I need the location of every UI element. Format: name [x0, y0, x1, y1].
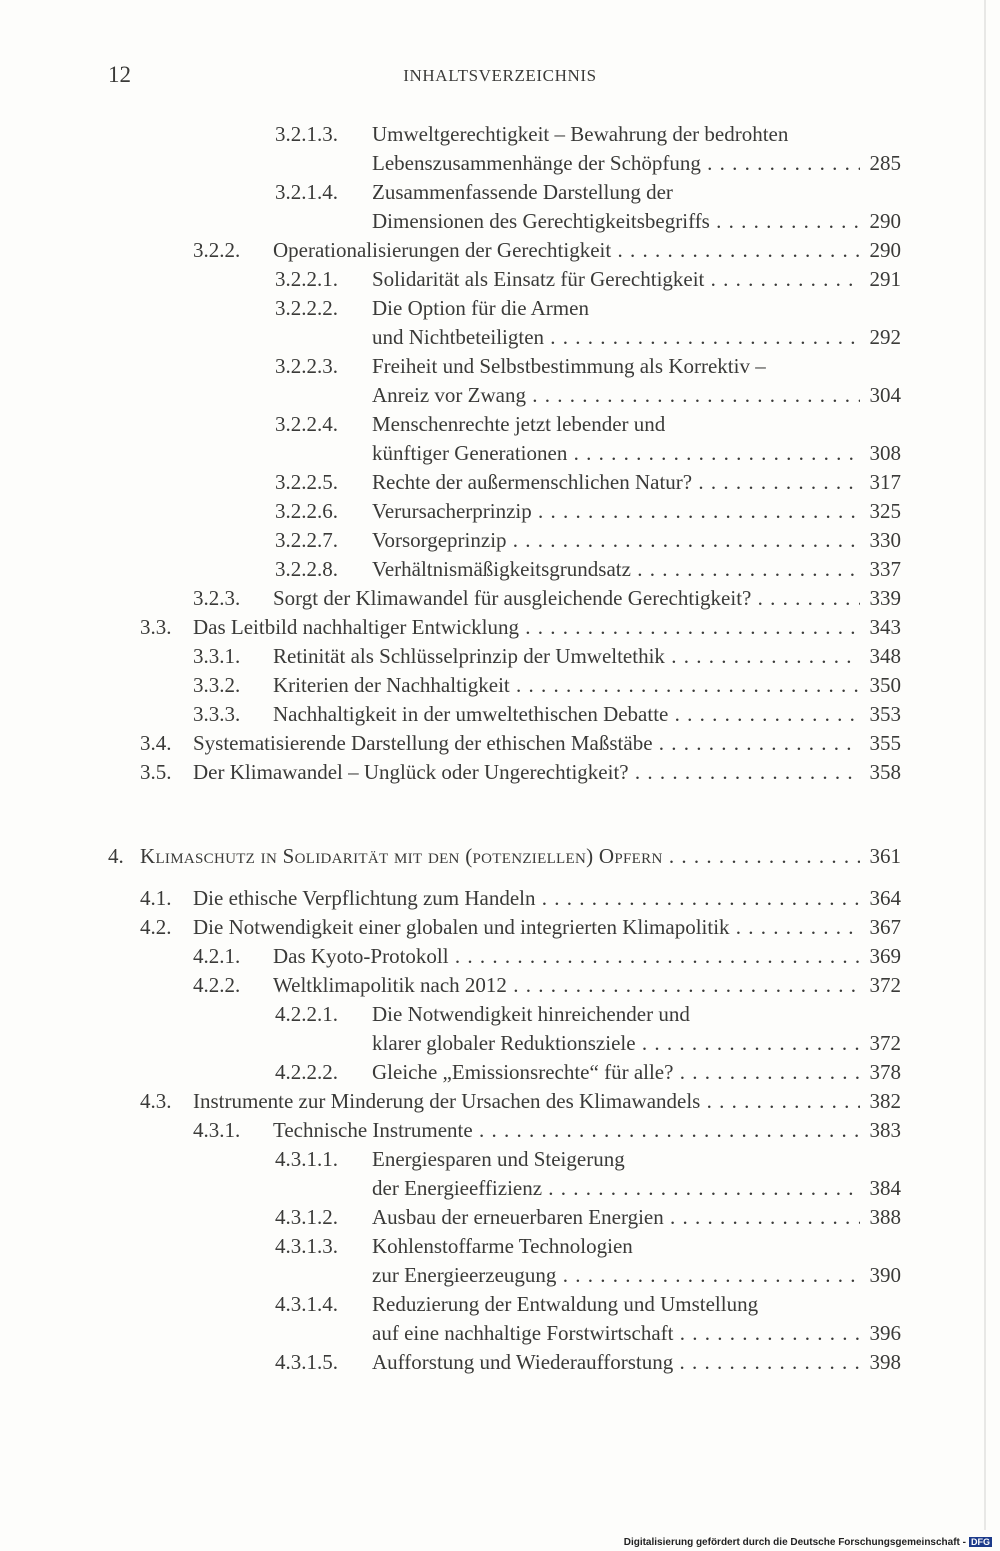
digitization-footer [624, 1537, 992, 1548]
toc-page-number: 364 [864, 884, 902, 913]
toc-page-number: 292 [864, 323, 902, 352]
toc-entry-title: Operationalisierungen der Gerechtigkeit . . . [273, 236, 860, 265]
toc-entry-title: Das Kyoto-Protokoll . . . [273, 942, 860, 971]
toc-entry [0, 971, 1000, 1000]
toc-entry-number: 4. [108, 844, 124, 868]
toc-entry-title: Freiheit und Selbstbestimmung als Korrektiv – [372, 354, 766, 378]
toc-entry-number: 3.2.2.7. [275, 528, 338, 552]
toc-page-number: 317 [864, 468, 902, 497]
toc-chapter [0, 842, 1000, 871]
toc-entry-number: 3.2.2.5. [275, 470, 338, 494]
toc-entry-number: 4.2.2. [193, 973, 241, 997]
toc-entry [0, 1116, 1000, 1145]
toc-entry-title-continued: Dimensionen des Gerechtigkeitsbegriffs . . . [372, 207, 860, 236]
toc-entry [0, 884, 1000, 913]
toc-entry-title: Vorsorgeprinzip . . . [372, 526, 860, 555]
toc-entry [0, 352, 1000, 410]
toc-entry [0, 468, 1000, 497]
toc-entry-title: Solidarität als Einsatz für Gerechtigkeit . . . [372, 265, 860, 294]
toc-entry-title: Aufforstung und Wiederaufforstung . . . [372, 1348, 860, 1377]
dfg-logo: DFG [971, 1537, 990, 1547]
toc-entry-title: Gleiche „Emissionsrechte“ für alle? . . . [372, 1058, 860, 1087]
toc-page-number: 348 [864, 642, 902, 671]
toc-entry-title: Das Leitbild nachhaltiger Entwicklung . . . [193, 613, 860, 642]
toc-entry [0, 1290, 1000, 1348]
toc-entry-title: Sorgt der Klimawandel für ausgleichende Gerechtigkeit? . . . [273, 584, 860, 613]
toc-entry-number: 4.1. [140, 886, 172, 910]
toc-entry-title-continued: der Energieeffizienz . . . [372, 1174, 860, 1203]
toc-page-number: 367 [864, 913, 902, 942]
toc-entry [0, 913, 1000, 942]
toc-entry-number: 4.3.1. [193, 1118, 241, 1142]
toc-entry-number: 3.5. [140, 760, 172, 784]
toc-entry [0, 671, 1000, 700]
toc-page-number: 382 [864, 1087, 902, 1116]
toc-entry-number: 4.2.2.2. [275, 1060, 338, 1084]
toc-page-number: 372 [864, 1029, 902, 1058]
toc-entry-title: Systematisierende Darstellung der ethischen Maßstäbe . . . [193, 729, 860, 758]
toc-entry-number: 3.2.1.3. [275, 122, 338, 146]
toc-entry-number: 4.3.1.5. [275, 1350, 338, 1374]
toc-entry [0, 584, 1000, 613]
toc-page-number: 304 [864, 381, 902, 410]
toc-entry-title: Retinität als Schlüsselprinzip der Umweltethik . . . [273, 642, 860, 671]
toc-entry [0, 1348, 1000, 1377]
toc-entry [0, 410, 1000, 468]
toc-page-number: 308 [864, 439, 902, 468]
toc-entry-number: 4.3.1.1. [275, 1147, 338, 1171]
toc-entry-number: 4.3.1.3. [275, 1234, 338, 1258]
toc-page-number: 337 [864, 555, 902, 584]
running-header: INHALTSVERZEICHNIS [403, 66, 597, 85]
toc-entry-number: 3.2.2. [193, 238, 241, 262]
footer-text: Digitalisierung gefördert durch die Deutsche Forschungsgemeinschaft - [623, 1537, 966, 1548]
toc-entry-number: 3.2.2.4. [275, 412, 338, 436]
toc-page-number: 398 [864, 1348, 902, 1377]
toc-entry-number: 4.2.1. [193, 944, 241, 968]
toc-entry-title: Instrumente zur Minderung der Ursachen des Klimawandels . . . [193, 1087, 860, 1116]
toc-page-number: 361 [864, 842, 902, 871]
toc-entry-number: 3.2.2.8. [275, 557, 338, 581]
toc-entry-number: 3.2.2.6. [275, 499, 338, 523]
toc-page-number: 388 [864, 1203, 902, 1232]
toc-entry-title: Zusammenfassende Darstellung der [372, 180, 673, 204]
toc-entry-title: Technische Instrumente . . . [273, 1116, 860, 1145]
toc-page-number: 290 [864, 207, 902, 236]
toc-entry-title: Die Option für die Armen [372, 296, 589, 320]
toc-entry [0, 236, 1000, 265]
toc-entry-title-continued: auf eine nachhaltige Forstwirtschaft . . . [372, 1319, 860, 1348]
toc-page-number: 372 [864, 971, 902, 1000]
toc-entry [0, 613, 1000, 642]
toc-entry [0, 265, 1000, 294]
toc-entry [0, 758, 1000, 787]
toc-entry [0, 942, 1000, 971]
toc-entry-number: 4.2. [140, 915, 172, 939]
toc-page-number: 358 [864, 758, 902, 787]
toc-entry [0, 178, 1000, 236]
toc-entry-title: Rechte der außermenschlichen Natur? . . . [372, 468, 860, 497]
toc-page-number: 353 [864, 700, 902, 729]
toc-page-number: 369 [864, 942, 902, 971]
toc-page-number: 325 [864, 497, 902, 526]
toc-entry-title: Der Klimawandel – Unglück oder Ungerechtigkeit? . . . [193, 758, 860, 787]
toc-entry-number: 3.3. [140, 615, 172, 639]
toc-entry-title: Klimaschutz in Solidarität mit den (potenziellen) Opfern . . . [140, 842, 860, 871]
toc-page-number: 396 [864, 1319, 902, 1348]
toc-entry-title: Menschenrechte jetzt lebender und [372, 412, 666, 436]
toc-entry-title-continued: künftiger Generationen . . . [372, 439, 860, 468]
toc-entry-title: Energiesparen und Steigerung [372, 1147, 625, 1171]
toc-entry-number: 3.2.2.3. [275, 354, 338, 378]
toc-entry-number: 3.3.2. [193, 673, 241, 697]
toc-entry-number: 4.3.1.4. [275, 1292, 338, 1316]
toc-entry-title: Verhältnismäßigkeitsgrundsatz . . . [372, 555, 860, 584]
toc-page-number: 383 [864, 1116, 902, 1145]
toc-entry [0, 526, 1000, 555]
toc-entry-title-continued: Lebenszusammenhänge der Schöpfung . . . [372, 149, 860, 178]
toc-page-number: 355 [864, 729, 902, 758]
toc-page-number: 378 [864, 1058, 902, 1087]
toc-entry [0, 1058, 1000, 1087]
page-number: 12 [108, 62, 131, 87]
toc-entry-number: 3.3.1. [193, 644, 241, 668]
toc-page-number: 390 [864, 1261, 902, 1290]
toc-entry-title-continued: zur Energieerzeugung . . . [372, 1261, 860, 1290]
toc-entry-title: Die Notwendigkeit einer globalen und integrierten Klimapolitik . . . [193, 913, 860, 942]
toc-entry-title-continued: Anreiz vor Zwang . . . [372, 381, 860, 410]
toc-entry-title: Kohlenstoffarme Technologien [372, 1234, 633, 1258]
toc-entry-number: 3.2.3. [193, 586, 241, 610]
toc-entry-number: 3.2.2.1. [275, 267, 338, 291]
toc-entry [0, 1203, 1000, 1232]
toc-entry [0, 120, 1000, 178]
toc-entry-title: Verursacherprinzip . . . [372, 497, 860, 526]
toc-page-number: 285 [864, 149, 902, 178]
toc-page-number: 290 [864, 236, 902, 265]
toc-entry-title: Weltklimapolitik nach 2012 . . . [273, 971, 860, 1000]
toc-entry-number: 3.4. [140, 731, 172, 755]
toc-page-number: 291 [864, 265, 902, 294]
toc-entry [0, 1087, 1000, 1116]
toc-page-number: 339 [864, 584, 902, 613]
toc-entry [0, 555, 1000, 584]
toc-entry [0, 729, 1000, 758]
toc-entry [0, 700, 1000, 729]
toc-entry-number: 3.2.1.4. [275, 180, 338, 204]
toc-page-number: 350 [864, 671, 902, 700]
toc-entry-number: 4.2.2.1. [275, 1002, 338, 1026]
toc-entry [0, 1145, 1000, 1203]
toc-entry-title: Nachhaltigkeit in der umweltethischen Debatte . . . [273, 700, 860, 729]
toc-entry [0, 1000, 1000, 1058]
toc-entry-title: Ausbau der erneuerbaren Energien . . . [372, 1203, 860, 1232]
toc-entry-title: Die Notwendigkeit hinreichender und [372, 1002, 690, 1026]
toc-entry-number: 4.3. [140, 1089, 172, 1113]
toc-entry-title: Kriterien der Nachhaltigkeit . . . [273, 671, 860, 700]
toc-entry [0, 294, 1000, 352]
toc-entry-title: Die ethische Verpflichtung zum Handeln . . . [193, 884, 860, 913]
toc-entry-number: 3.3.3. [193, 702, 241, 726]
toc-entry-title: Reduzierung der Entwaldung und Umstellung [372, 1292, 759, 1316]
toc-entry-title: Umweltgerechtigkeit – Bewahrung der bedrohten [372, 122, 789, 146]
toc-entry-title-continued: und Nichtbeteiligten . . . [372, 323, 860, 352]
toc-page-number: 343 [864, 613, 902, 642]
toc-entry-number: 3.2.2.2. [275, 296, 338, 320]
toc-entry [0, 497, 1000, 526]
toc-entry-title-continued: klarer globaler Reduktionsziele . . . [372, 1029, 860, 1058]
toc-page-number: 330 [864, 526, 902, 555]
toc-entry [0, 642, 1000, 671]
toc-entry-number: 4.3.1.2. [275, 1205, 338, 1229]
toc-entry [0, 1232, 1000, 1290]
toc-page-number: 384 [864, 1174, 902, 1203]
